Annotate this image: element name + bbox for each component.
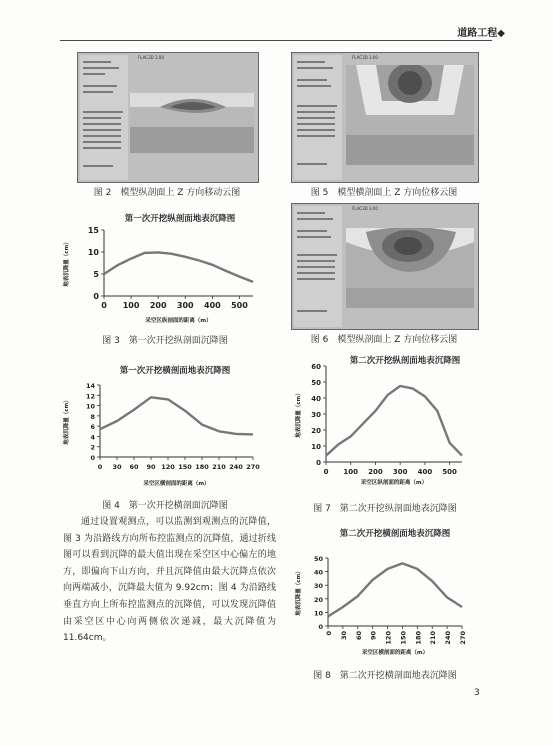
fig4-x-tick-label: 210 xyxy=(212,463,226,471)
fig7-caption: 图 7 第二次开挖纵剖面地表沉降图 xyxy=(313,504,457,514)
fig3-y-axis-label: 地表沉降量（cm） xyxy=(64,239,70,287)
fig4-y-tick-label: 8 xyxy=(90,412,95,421)
fig8-y-axis-label: 地表沉降量（cm） xyxy=(296,568,302,616)
fig8-x-tick-label: 30 xyxy=(339,631,348,641)
fig4-x-tick-label: 60 xyxy=(129,463,139,471)
fig7-chart-title: 第二次开挖纵剖面地表沉降图 xyxy=(349,356,461,366)
running-head: 道路工程◆ xyxy=(457,28,505,39)
fig7-y-tick-label: 0 xyxy=(316,459,321,467)
fig3-caption: 图 3 第一次开挖纵剖面沉降图 xyxy=(102,336,228,346)
fig7-y-tick-label: 40 xyxy=(311,395,321,403)
fig4-y-tick-label: 10 xyxy=(85,402,95,411)
fig3-y-tick-label: 10 xyxy=(87,248,99,257)
fig4-x-tick-label: 270 xyxy=(246,463,260,471)
fig7-y-axis-label: 地表沉降量（cm） xyxy=(296,390,302,438)
fig8-x-tick-label: 150 xyxy=(399,631,408,645)
fig4-x-tick-label: 120 xyxy=(161,463,175,471)
fig7-x-tick-label: 100 xyxy=(343,468,359,476)
fig8-chart xyxy=(290,548,480,660)
fig7-chart xyxy=(290,358,480,490)
fig7-x-tick-label: 400 xyxy=(417,468,433,476)
fig2-caption: 图 2 模型纵剖面上 Z 方向移动云图 xyxy=(93,188,241,198)
fig5-flac-label: FLAC3D 3.00 xyxy=(352,55,378,60)
fig3-y-tick-label: 5 xyxy=(93,270,99,279)
fig5-contour-image xyxy=(291,52,479,183)
fig3-x-tick-label: 500 xyxy=(231,301,248,310)
fig3-x-tick-label: 200 xyxy=(149,301,167,310)
fig3-x-tick-label: 100 xyxy=(122,301,140,310)
fig8-x-tick-label: 240 xyxy=(444,631,453,645)
fig7-series-line xyxy=(326,386,462,456)
fig8-series-line xyxy=(328,563,462,616)
fig7-x-axis-label: 采空区纵剖面的距离（m） xyxy=(360,480,428,486)
fig4-x-tick-label: 150 xyxy=(178,463,192,471)
fig8-x-axis-label: 采空区横剖面的距离（m） xyxy=(361,650,429,656)
fig4-x-tick-label: 180 xyxy=(195,463,209,471)
page-number: 3 xyxy=(474,688,480,698)
fig7-y-tick-label: 30 xyxy=(311,411,321,419)
fig2-contour-image xyxy=(77,52,259,183)
fig8-x-tick-label: 0 xyxy=(325,631,333,636)
fig4-y-tick-label: 14 xyxy=(85,382,95,390)
fig4-chart-title: 第一次开挖横剖面地表沉降图 xyxy=(119,366,231,376)
fig3-y-tick-label: 15 xyxy=(87,226,99,235)
fig7-x-tick-label: 500 xyxy=(442,468,457,476)
header-rule xyxy=(60,40,492,41)
fig7-x-tick-label: 200 xyxy=(368,468,383,476)
fig4-x-tick-label: 240 xyxy=(229,463,243,471)
fig8-x-tick-label: 210 xyxy=(429,631,438,645)
fig6-caption: 图 6 模型纵剖面上 Z 方向位移云图 xyxy=(310,335,458,345)
fig8-x-tick-label: 120 xyxy=(384,631,393,645)
fig8-y-tick-label: 50 xyxy=(313,555,323,563)
fig3-chart xyxy=(58,222,273,327)
fig3-y-tick-label: 0 xyxy=(93,292,99,301)
fig7-x-tick-label: 0 xyxy=(323,468,329,476)
fig8-x-tick-label: 60 xyxy=(354,631,363,641)
body-paragraph-container xyxy=(63,514,276,647)
fig8-caption: 图 8 第二次开挖横剖面地表沉降图 xyxy=(313,671,457,681)
fig8-y-tick-label: 30 xyxy=(313,582,323,591)
fig5-legend-panel xyxy=(294,55,342,180)
fig2-legend-panel xyxy=(80,55,128,180)
fig8-y-tick-label: 10 xyxy=(313,609,323,618)
fig8-x-tick-label: 270 xyxy=(459,631,467,645)
fig2-flac-label: FLAC3D 3.00 xyxy=(138,55,164,60)
fig4-series-line xyxy=(100,397,253,434)
fig4-x-tick-label: 30 xyxy=(112,463,122,471)
fig8-chart-title: 第二次开挖横剖面地表沉降图 xyxy=(339,529,451,539)
fig5-contour-shape xyxy=(346,65,474,165)
fig8-y-tick-label: 20 xyxy=(313,595,323,604)
fig8-x-tick-label: 180 xyxy=(414,631,423,645)
fig3-chart-title: 第一次开挖纵剖面地表沉降图 xyxy=(124,214,236,224)
fig4-x-tick-label: 0 xyxy=(97,463,103,471)
fig4-caption: 图 4 第一次开挖横剖面沉降图 xyxy=(102,501,228,511)
fig8-y-tick-label: 40 xyxy=(313,568,323,577)
fig4-y-axis-label: 地表沉降量（cm） xyxy=(64,397,70,445)
fig6-contour-image xyxy=(291,203,479,330)
fig5-caption: 图 5 模型横剖面上 Z 方向位移云图 xyxy=(310,188,458,198)
fig8-y-tick-label: 0 xyxy=(318,623,323,631)
fig7-y-tick-label: 20 xyxy=(311,427,321,435)
fig7-y-tick-label: 50 xyxy=(311,379,321,387)
fig6-contour-shape xyxy=(346,228,474,308)
fig4-y-tick-label: 2 xyxy=(90,443,95,452)
fig6-legend-panel xyxy=(294,206,342,327)
fig3-series-line xyxy=(104,252,253,282)
fig3-x-tick-label: 400 xyxy=(204,301,221,310)
fig7-x-tick-label: 300 xyxy=(392,468,408,476)
fig2-contour-shape xyxy=(130,93,254,153)
body-paragraph: 通过设置观测点，可以监测到观测点的沉降值，图 3 为沿路线方向所布控监测点的沉降值，通过折线图可以看到沉降的最大值出现在采空区中心偏左的地方，即偏向下山方向，并且沉降值由最大沉降点依次向两端减小，沉降最大值为 9.92cm；图 4 为沿路线垂直方向上所布控监测点的沉降值，可以发现沉降值由采空区中心向两侧依次递减，最大沉降值为 11.64cm。 xyxy=(63,517,276,644)
fig4-y-tick-label: 0 xyxy=(90,454,95,462)
fig8-x-tick-label: 90 xyxy=(369,631,378,641)
fig3-x-axis-label: 采空区纵剖面的距离（m） xyxy=(145,318,212,324)
fig4-y-tick-label: 12 xyxy=(85,392,95,401)
fig4-y-tick-label: 4 xyxy=(90,433,95,442)
fig4-y-tick-label: 6 xyxy=(90,423,95,432)
fig3-x-tick-label: 0 xyxy=(101,301,107,310)
fig7-y-tick-label: 60 xyxy=(311,363,321,371)
fig6-flac-label: FLAC3D 3.00 xyxy=(352,206,378,211)
fig4-x-axis-label: 采空区横剖面的距离（m） xyxy=(143,481,210,487)
fig4-x-tick-label: 90 xyxy=(146,463,156,471)
fig7-y-tick-label: 10 xyxy=(311,443,321,451)
fig3-x-tick-label: 300 xyxy=(176,301,194,310)
fig4-chart xyxy=(58,375,273,490)
